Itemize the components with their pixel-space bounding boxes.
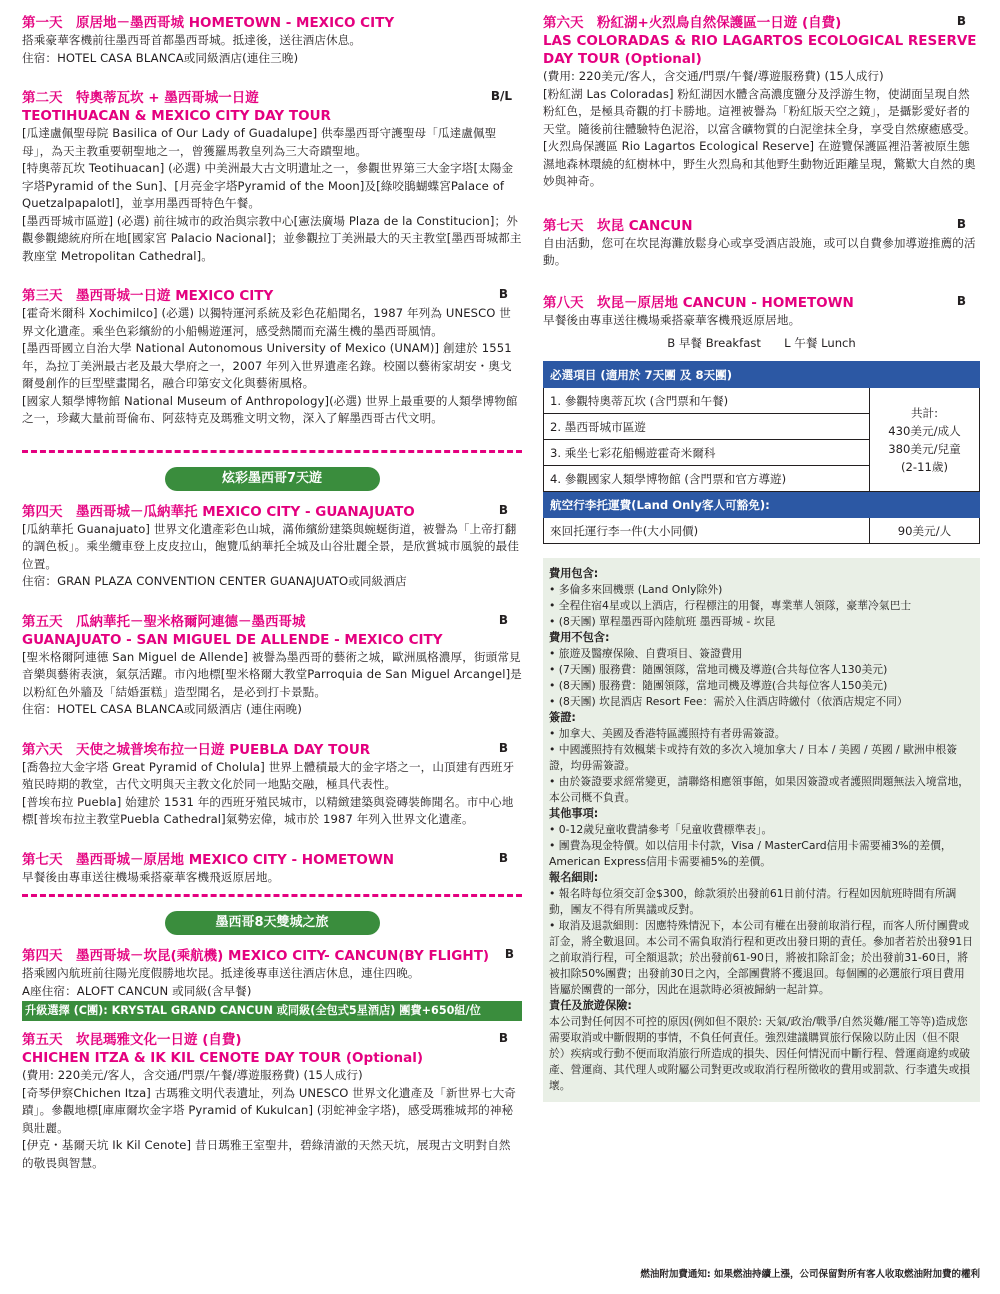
day-title-en: GUANAJUATO - SAN MIGUEL DE ALLENDE - MEXICO CITY <box>22 631 443 648</box>
table-cell: 4. 參觀國家人類學博物館 (含門票和官方導遊) <box>544 466 870 492</box>
notes-line: • (8天團) 坎昆酒店 Resort Fee：需於入住酒店時繳付（依酒店規定不同） <box>549 695 908 708</box>
notes-line: • 報名時每位須交訂金$300，餘款須於出發前61日前付清。行程如因航班時間有所調動，團友不得有所異議或反對。 <box>549 887 957 916</box>
tour-banner-8-day: 墨西哥8天雙城之旅 <box>165 911 380 935</box>
day-title: 第七天 墨西哥城－原居地 MEXICO CITY - HOMETOWN <box>22 851 395 868</box>
fuel-surcharge-notice: 燃油附加費通知: 如果燃油持續上漲，公司保留對所有客人收取燃油附加費的權利 <box>640 1269 980 1280</box>
day-text: [奇琴伊察Chichen Itza] 古瑪雅文明代表遺址，列為 UNESCO 世界文化遺產及「新世界七大奇蹟」。參觀地標[庫庫爾坎金字塔 Pyramid of Kukulcan] (羽蛇神金字塔)，感受瑪雅城邦的神秘與壯麗。 <box>22 1085 516 1135</box>
day-text: 早餐後由專車送往機場乘搭豪華客機飛返原居地。 <box>22 869 280 884</box>
section-divider <box>22 894 522 897</box>
table-row <box>544 388 980 414</box>
hotel-upgrade-banner: 升級選擇 (C團): KRYSTAL GRAND CANCUN 或同級(全包式5星酒店) 團費+650組/位 <box>22 1001 522 1021</box>
meal-code: B <box>498 502 508 517</box>
itinerary-day-6b <box>543 14 980 191</box>
notes-line: • (8天團) 單程墨西哥內陸航班 墨西哥城 - 坎昆 <box>549 615 776 628</box>
itinerary-day-7b <box>543 217 980 270</box>
notes-line: • 團費為現金特價。如以信用卡付款，Visa / MasterCard信用卡需要補3%的差價，American Express信用卡需要補5%的差價。 <box>549 839 952 868</box>
table-header: 航空行李托運費(Land Only客人可豁免): <box>544 492 980 518</box>
day-title: 第四天 墨西哥城－坎昆(乘航機) MEXICO CITY- CANCUN(BY FLIGHT) <box>22 948 490 964</box>
itinerary-day-4a <box>22 503 522 591</box>
day-text: [火烈鳥保護區 Rio Lagartos Ecological Reserve] 在遊覽保護區裡沿著被原生態濕地森林環繞的紅樹林中，野生火烈鳥和其他野生動物近距離呈現，驚歎大自然的奧妙與神奇。 <box>543 139 976 188</box>
meal-code: B <box>498 287 508 301</box>
day-title: 第三天 墨西哥城一日遊 MEXICO CITY <box>22 288 274 304</box>
meal-code: B <box>498 1031 508 1045</box>
day-text: [喬魯拉大金字塔 Great Pyramid of Cholula] 世界上體積最大的金字塔之一，山頂建有西班牙殖民時期的教堂，古代文明與天主教文化於同一地點交融，極具代表性。 <box>22 759 515 791</box>
table-header: 必選項目 (適用於 7天團 及 8天團) <box>544 362 980 388</box>
notes-heading: 費用不包含: <box>549 631 610 644</box>
itinerary-day-8b <box>543 294 980 330</box>
day-title: 第二天 特奧蒂瓦坎 + 墨西哥城一日遊 <box>22 90 259 106</box>
meal-code: B <box>498 612 508 627</box>
left-column <box>22 14 522 1194</box>
meal-code: B/L <box>490 89 512 103</box>
notes-heading: 報名細則: <box>549 871 599 884</box>
tour-banner-7-day: 炫彩墨西哥7天遊 <box>165 467 380 491</box>
notes-heading: 責任及旅遊保險: <box>549 999 632 1012</box>
right-column <box>543 14 980 1102</box>
day-title: 第四天 墨西哥城－瓜納華托 MEXICO CITY - GUANAJUATO <box>22 503 415 520</box>
mandatory-items-table <box>543 361 980 544</box>
day-text: 住宿：GRAN PLAZA CONVENTION CENTER GUANAJUATO或同級酒店 <box>22 574 407 588</box>
table-cell: 1. 參觀特奧蒂瓦坎 (含門票和午餐) <box>544 388 870 414</box>
total-price-line: (2-11歲) <box>901 459 948 474</box>
day-text: [瓜達盧佩聖母院 Basilica of Our Lady of Guadalupe] 供奉墨西哥守護聖母「瓜達盧佩聖母」，為天主教重要朝聖地之一，曾獲羅馬教皇列為三大奇蹟聖地。 <box>22 126 497 158</box>
table-cell: 來回托運行李一件(大小同價) <box>544 518 870 544</box>
day-title: 第六天 天使之城普埃布拉一日遊 PUEBLA DAY TOUR <box>22 741 371 758</box>
meal-code: B <box>498 740 508 755</box>
section-divider <box>22 450 522 453</box>
table-row <box>544 518 980 544</box>
day-text: 自由活動，您可在坎昆海灘放鬆身心或享受酒店設施，或可以自費參加導遊推薦的活動。 <box>543 235 976 267</box>
notes-line: • 加拿大、美國及香港特區護照持有者毋需簽證。 <box>549 727 786 740</box>
day-title: 第五天 坎昆瑪雅文化一日遊 (自費) <box>22 1032 242 1048</box>
total-price-line: 380美元/兒童 <box>888 441 961 456</box>
day-text: (費用: 220美元/客人，含交通/門票/午餐/導遊服務費) (15人成行) <box>22 1068 363 1082</box>
notes-line: • (7天團) 服務費：隨團領隊，當地司機及導遊(合共每位客人130美元) <box>549 663 888 676</box>
total-price-line: 430美元/成人 <box>888 423 961 438</box>
day-text: [普埃布拉 Puebla] 始建於 1531 年的西班牙殖民城市，以精緻建築與瓷磚裝飾聞名。市中心地標[普埃布拉主教堂Puebla Cathedral]氣勢宏偉，城市於 1987 年列入世界文化遺產。 <box>22 794 514 826</box>
notes-line: • 旅遊及醫療保險、自費項目、簽證費用 <box>549 647 743 660</box>
day-text: 住宿：HOTEL CASA BLANCA或同級酒店 (連住兩晚) <box>22 702 302 716</box>
day-title: 第一天 原居地－墨西哥城 HOMETOWN - MEXICO CITY <box>22 15 395 31</box>
meal-code: B <box>956 216 966 231</box>
notes-heading: 其他事項: <box>549 807 599 820</box>
day-text: [霍奇米爾科 Xochimilco] (必選) 以獨特運河系統及彩色花船聞名，1987 年列為 UNESCO 世界文化遺產。乘坐色彩繽紛的小船暢遊運河，感受熱鬧而充滿生機的墨西哥風情。 <box>22 306 511 338</box>
day-text: 住宿：HOTEL CASA BLANCA或同級酒店(連住三晚) <box>22 50 299 65</box>
table-cell: 3. 乘坐七彩花船暢遊霍奇米爾科 <box>544 440 870 466</box>
itinerary-day-7a <box>22 851 522 887</box>
itinerary-day-1 <box>22 14 522 67</box>
itinerary-day-2 <box>22 89 522 265</box>
notes-line: • 中國護照持有效楓葉卡或持有效的多次入境加拿大 / 日本 / 美國 / 英國 / 歐洲申根簽證，均毋需簽證。 <box>549 743 958 772</box>
notes-line: • 0-12歲兒童收費請參考「兒童收費標準表」。 <box>549 823 773 836</box>
day-text: 搭乘國內航班前往陽光度假勝地坎昆。抵達後專車送往酒店休息，連住四晚。 <box>22 966 420 980</box>
day-text: A座住宿：ALOFT CANCUN 或同級(含早餐) <box>22 983 252 998</box>
itinerary-day-6a <box>22 741 522 829</box>
day-text: [特奧蒂瓦坎 Teotihuacan] (必選) 中美洲最大古文明遺址之一，參觀世界第三大金字塔[太陽金字塔Pyramid of the Sun]、[月亮金字塔Pyramid of the Moon]及[綠咬鵑蝴蝶宮Palace of Quetzalpapalotl]，並享用墨西哥特色午餐。 <box>22 161 514 210</box>
meal-code: B <box>504 947 514 961</box>
day-text: [國家人類學博物館 National Museum of Anthropology](必選) 世界上最重要的人類學博物館之一，珍藏大量前哥倫布、阿茲特克及瑪雅文明文物，深入了解墨西哥古代文明。 <box>22 393 518 425</box>
meal-code: B <box>956 14 966 28</box>
terms-notes-box <box>543 558 980 1102</box>
total-price-line: 共計: <box>910 405 939 420</box>
day-text: [伊克・基爾天坑 Ik Kil Cenote] 昔日瑪雅王室聖井，碧綠清澈的天然天坑，展現古文明對自然的敬畏與智慧。 <box>22 1138 511 1170</box>
notes-line: • 由於簽證要求經常變更，請聯絡相應領事館，如果因簽證或者護照問題無法入境當地，本公司概不負責。 <box>549 775 970 804</box>
day-text: [粉紅湖 Las Coloradas] 粉紅湖因水體含高濃度鹽分及浮游生物，使湖面呈現自然粉紅色，是極具奇觀的打卡勝地。這裡被譽為「粉紅版天空之鏡」，是攝影愛好者的天堂。隨後前往體驗特色泥浴，以富含礦物質的白泥塗抹全身，享受自然療癒感受。 <box>543 86 976 136</box>
itinerary-day-5a <box>22 613 522 719</box>
notes-heading: 費用包含: <box>549 567 599 580</box>
day-text: 搭乘豪華客機前往墨西哥首都墨西哥城。抵達後，送往酒店休息。 <box>22 33 362 47</box>
meal-legend: B 早餐 Breakfast L 午餐 Lunch <box>667 336 856 350</box>
day-title: 第六天 粉紅湖+火烈鳥自然保護區一日遊 (自費) <box>543 15 842 31</box>
day-text: [聖米格爾阿連德 San Miguel de Allende] 被譽為墨西哥的藝術之城，歐洲風格濃厚，街頭常見音樂與藝術表演，氣氛活躍。市內地標[聖米格爾大教堂Parroquia de San Miguel Arcangel]是以粉紅色外牆及「結婚蛋糕」造型聞名，是必到打卡景點。 <box>22 649 522 699</box>
itinerary-day-3 <box>22 287 522 428</box>
day-text: [墨西哥國立自治大學 National Autonomous University of Mexico (UNAM)] 創建於 1551 年，為拉丁美洲最古老及最大學府之一，2007 年列入世界遺產名錄。校園以藝術家胡安・奧戈爾曼創作的巨型壁畫聞名，融合印第安文化與藝術風格。 <box>22 341 512 390</box>
day-text: (費用: 220美元/客人，含交通/門票/午餐/導遊服務費) (15人成行) <box>543 69 884 83</box>
table-cell: 2. 墨西哥城市區遊 <box>544 414 870 440</box>
day-text: [墨西哥城市區遊] (必選) 前往城市的政治與宗教中心[憲法廣場 Plaza de la Constitucion]；外觀參觀總統府所在地[國家宮 Palacio Nacional]；並參觀拉丁美洲最大的天主教堂[墨西哥城都主教座堂 Metropolitan Cathedral]。 <box>22 213 522 263</box>
day-text: 早餐後由專車送往機場乘搭豪華客機飛返原居地。 <box>543 312 801 327</box>
day-title: 第五天 瓜納華托－聖米格爾阿連德－墨西哥城 <box>22 613 306 630</box>
itinerary-day-4b <box>22 947 522 1021</box>
itinerary-day-5b <box>22 1031 522 1172</box>
day-title-en: CHICHEN ITZA & IK KIL CENOTE DAY TOUR (Optional) <box>22 1050 424 1066</box>
total-price-cell <box>870 388 980 492</box>
table-cell: 90美元/人 <box>870 518 980 544</box>
day-title-en: TEOTIHUACAN & MEXICO CITY DAY TOUR <box>22 108 331 124</box>
notes-line: • (8天團) 服務費：隨團領隊，當地司機及導遊(合共每位客人150美元) <box>549 679 888 692</box>
meal-code: B <box>956 293 966 308</box>
day-title: 第八天 坎昆－原居地 CANCUN - HOMETOWN <box>543 294 854 311</box>
notes-line: • 取消及退款細則：因應特殊情況下，本公司有權在出發前取消行程，而客人所付團費或訂金，將全數退回。本公司不需負取消行程和更改出發日期的責任。參加者若於出發91日之前取消行程，可全額退款；於出發前61-90日，將被扣除訂金；於出發前31-60日，將被扣除50%團費；出發前30日之內，全部團費將不獲退回。每個團的必選旅行項目費用皆屬於團費的一部分，因此在退款時必須被歸納一起計算。 <box>549 919 974 996</box>
notes-line: 本公司對任何因不可控的原因(例如但不限於: 天氣/政治/戰爭/自然災難/罷工等等)造成您需要取消或中斷假期的事情，不負任何責任。強烈建議購買旅行保險以防止因（但不限於）疾病或行動不便而取消旅行所造成的損失、因任何情況而中斷行程、營運商違約或破產、營運商、其代理人或附屬公司對更改或取消行程所徵收的費用或罰款、行李遺失或損壞。 <box>549 1015 971 1092</box>
day-title-en: LAS COLORADAS & RIO LAGARTOS ECOLOGICAL RESERVE DAY TOUR (Optional) <box>543 33 977 67</box>
day-title: 第七天 坎昆 CANCUN <box>543 217 693 234</box>
notes-heading: 簽證: <box>549 711 576 724</box>
notes-line: • 全程住宿4星或以上酒店，行程標注的用餐，專業華人領隊，豪華冷氣巴士 <box>549 599 912 612</box>
notes-line: • 多倫多來回機票 (Land Only除外) <box>549 583 723 596</box>
meal-code: B <box>498 850 508 865</box>
day-text: [瓜納華托 Guanajuato] 世界文化遺產彩色山城，滿佈繽紛建築與蜿蜒街道，被譽為「上帝打翻的調色板」。乘坐纜車登上皮皮拉山，飽覽瓜納華托全城及山谷壯麗全景，是欣賞城市風貌的最佳位置。 <box>22 521 520 571</box>
